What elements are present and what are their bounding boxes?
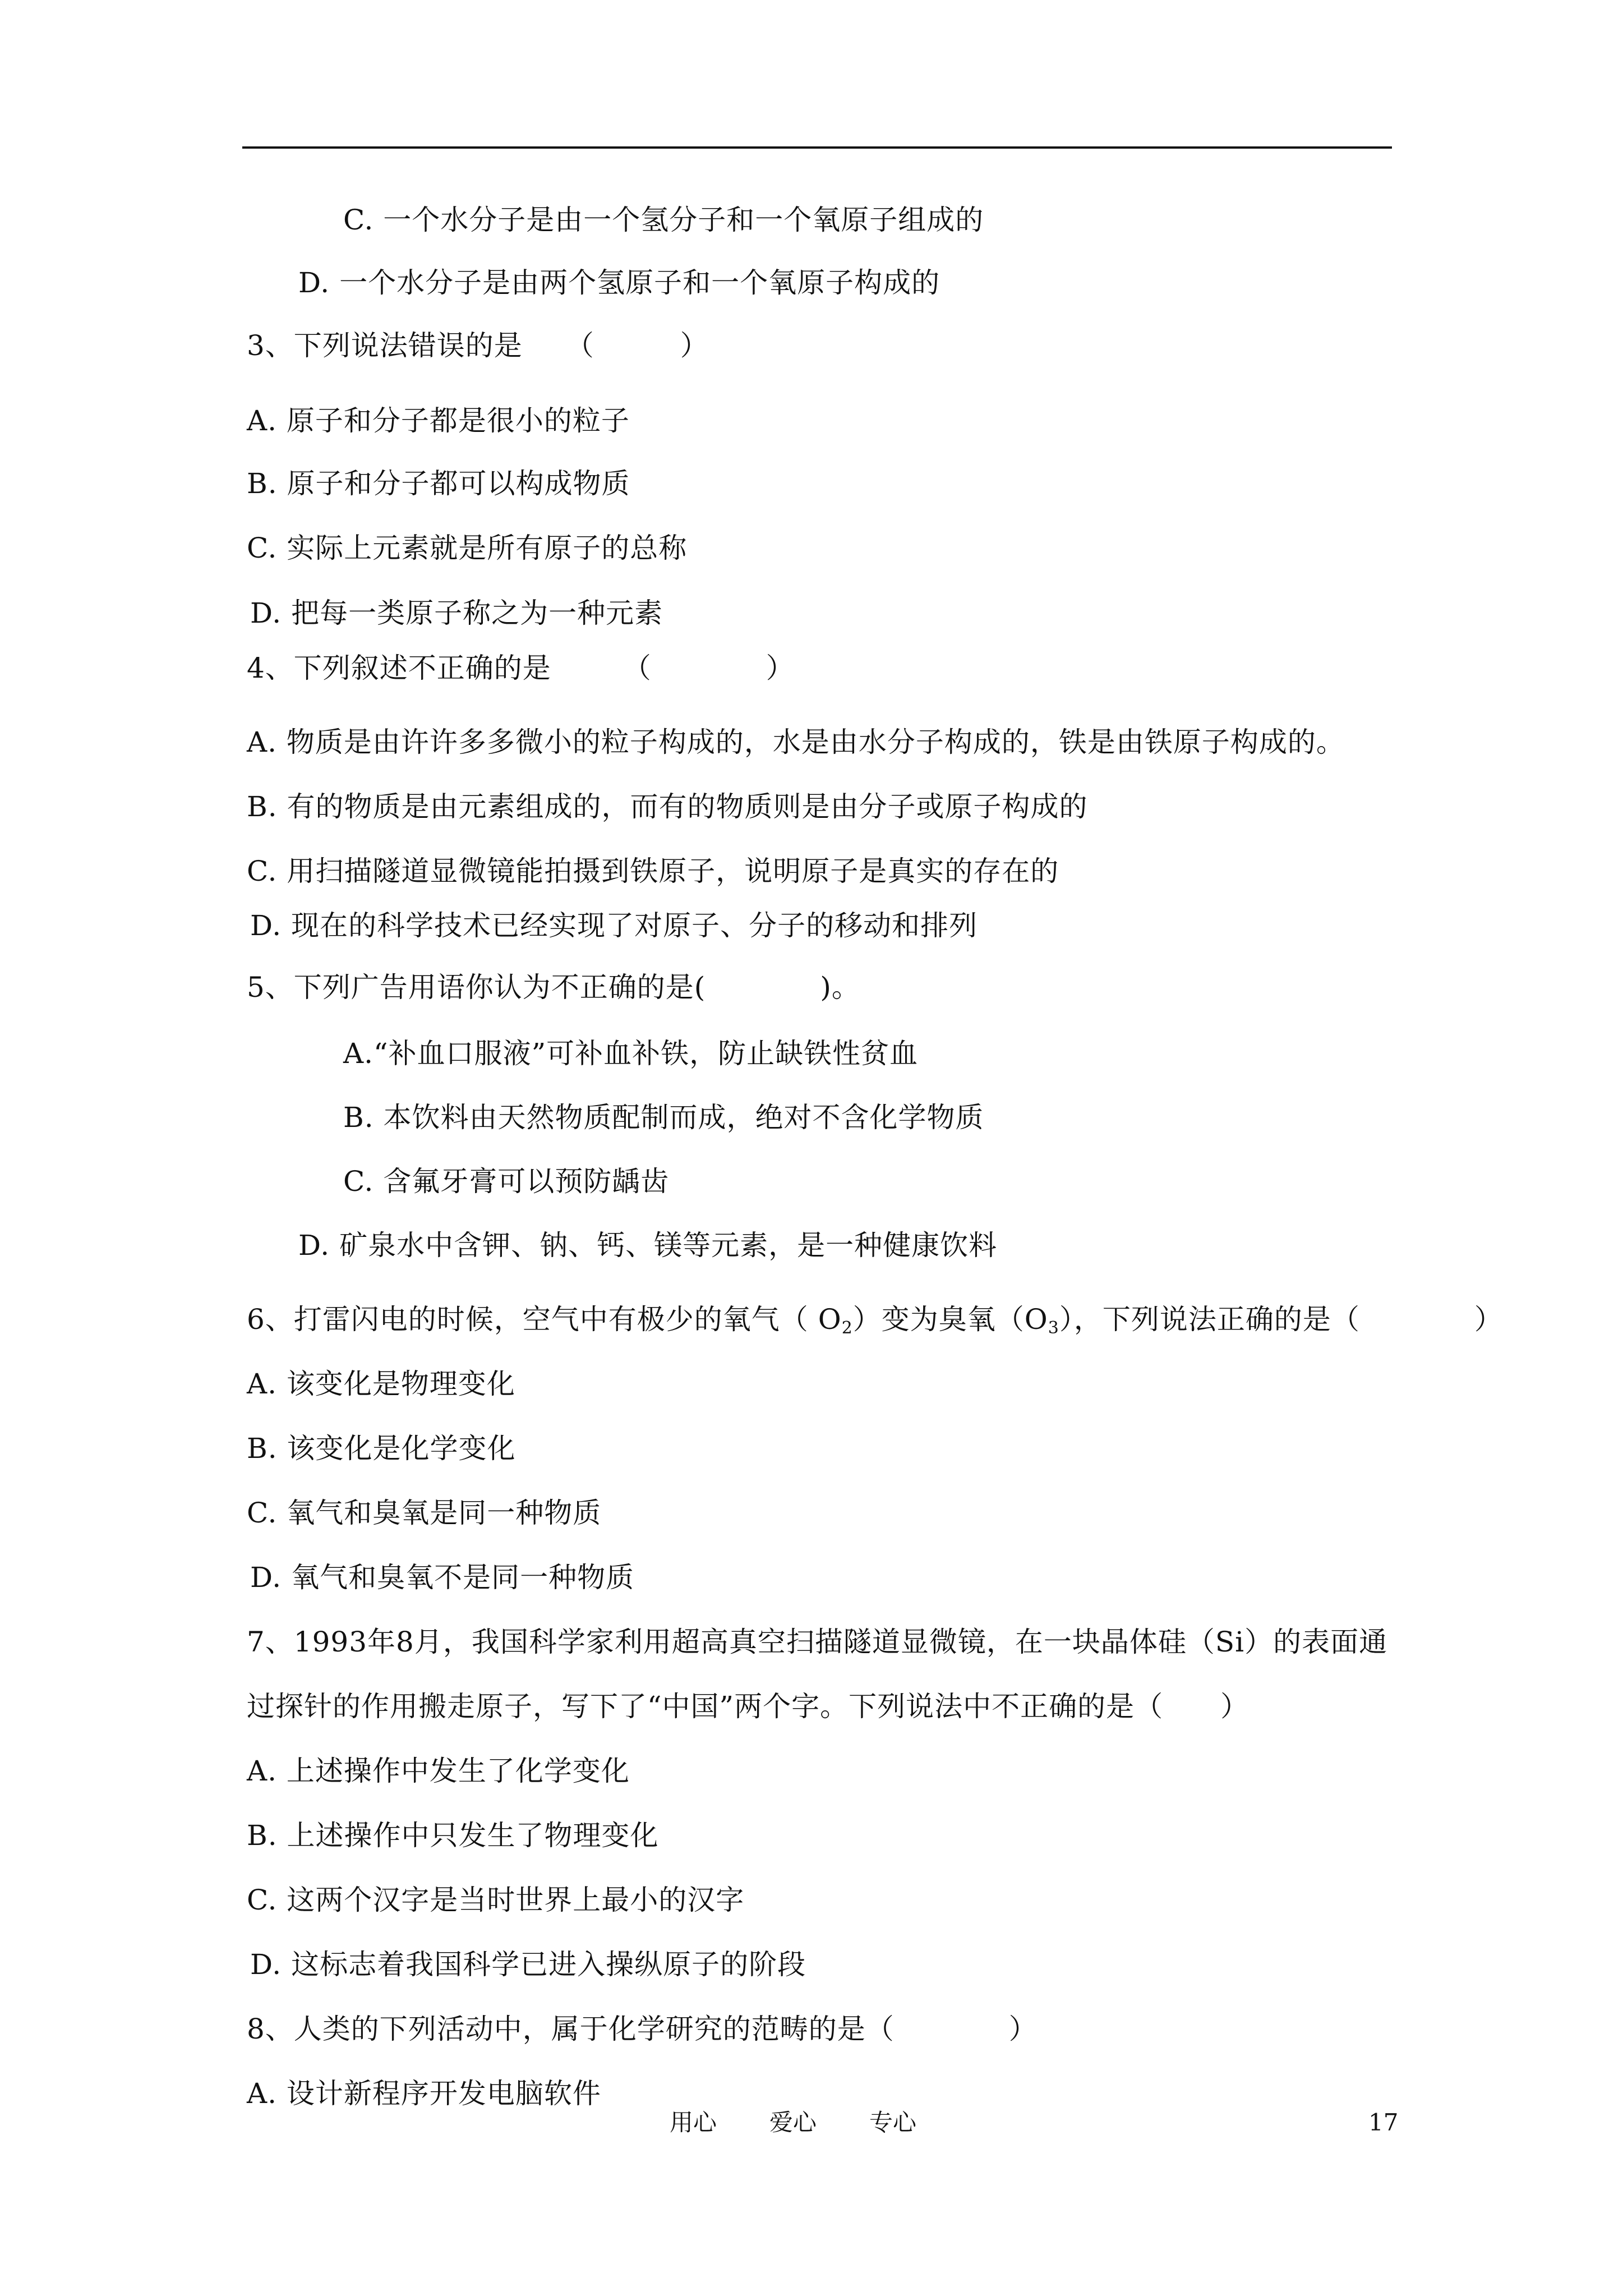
q2-option-c: C. 一个水分子是由一个氢分子和一个氧原子组成的 [343, 204, 984, 236]
q4-stem: 4、下列叙述不正确的是 （ ） [247, 652, 795, 684]
q6-stem-part-3: ），下列说法正确的是（ ） [1059, 1303, 1503, 1336]
q4-option-c: C. 用扫描隧道显微镜能拍摄到铁原子，说明原子是真实的存在的 [247, 855, 1059, 887]
q4-option-a: A. 物质是由许许多多微小的粒子构成的，水是由水分子构成的，铁是由铁原子构成的。 [247, 726, 1345, 758]
q3-option-a: A. 原子和分子都是很小的粒子 [247, 404, 630, 437]
footer-motto-3: 专心 [869, 2109, 917, 2136]
q6-option-c: C. 氧气和臭氧是同一种物质 [247, 1497, 602, 1529]
q5-option-c: C. 含氟牙膏可以预防龋齿 [343, 1165, 670, 1198]
q3-option-d: D. 把每一类原子称之为一种元素 [250, 597, 663, 629]
q6-stem-part-2: ）变为臭氧（O [852, 1303, 1048, 1336]
q7-option-b: B. 上述操作中只发生了物理变化 [247, 1819, 659, 1852]
q6-option-b: B. 该变化是化学变化 [247, 1432, 516, 1465]
q5-stem: 5、下列广告用语你认为不正确的是( )。 [247, 971, 860, 1004]
q5-option-a: A.“补血口服液”可补血补铁，防止缺铁性贫血 [343, 1037, 919, 1070]
q7-option-a: A. 上述操作中发生了化学变化 [247, 1755, 630, 1787]
q6-option-d: D. 氧气和臭氧不是同一种物质 [250, 1561, 635, 1594]
q7-option-d: D. 这标志着我国科学已进入操纵原子的阶段 [250, 1948, 806, 1981]
q8-stem: 8、人类的下列活动中，属于化学研究的范畴的是（ ） [247, 2013, 1038, 2045]
q3-stem: 3、下列说法错误的是 （ ） [247, 329, 709, 362]
q6-subscript-1: 2 [841, 1318, 853, 1338]
q6-stem-part-1: 6、打雷闪电的时候，空气中有极少的氧气（ O [247, 1303, 842, 1336]
q7-stem-line-1: 7、1993年8月，我国科学家利用超高真空扫描隧道显微镜，在一块晶体硅（Si）的表面通 [247, 1626, 1388, 1658]
q4-option-d: D. 现在的科学技术已经实现了对原子、分子的移动和排列 [250, 909, 978, 942]
footer-motto-2: 爱心 [769, 2109, 817, 2136]
q4-option-b: B. 有的物质是由元素组成的，而有的物质则是由分子或原子构成的 [247, 790, 1088, 823]
q5-option-b: B. 本饮料由天然物质配制而成，绝对不含化学物质 [343, 1101, 984, 1134]
q5-option-d: D. 矿泉水中含钾、钠、钙、镁等元素，是一种健康饮料 [298, 1229, 998, 1262]
q6-option-a: A. 该变化是物理变化 [247, 1368, 515, 1400]
q7-option-c: C. 这两个汉字是当时世界上最小的汉字 [247, 1884, 745, 1916]
q7-stem-line-2: 过探针的作用搬走原子，写下了“中国”两个字。下列说法中不正确的是（ ） [247, 1690, 1249, 1723]
q8-option-a: A. 设计新程序开发电脑软件 [247, 2077, 601, 2110]
q2-option-d: D. 一个水分子是由两个氢原子和一个氧原子构成的 [298, 266, 940, 299]
page-number: 17 [1368, 2109, 1399, 2136]
footer-motto-1: 用心 [670, 2109, 717, 2136]
q6-subscript-2: 3 [1048, 1318, 1059, 1338]
header-rule [242, 146, 1392, 149]
q3-option-b: B. 原子和分子都可以构成物质 [247, 467, 630, 500]
q6-stem [247, 1303, 1503, 1336]
q3-option-c: C. 实际上元素就是所有原子的总称 [247, 532, 688, 564]
